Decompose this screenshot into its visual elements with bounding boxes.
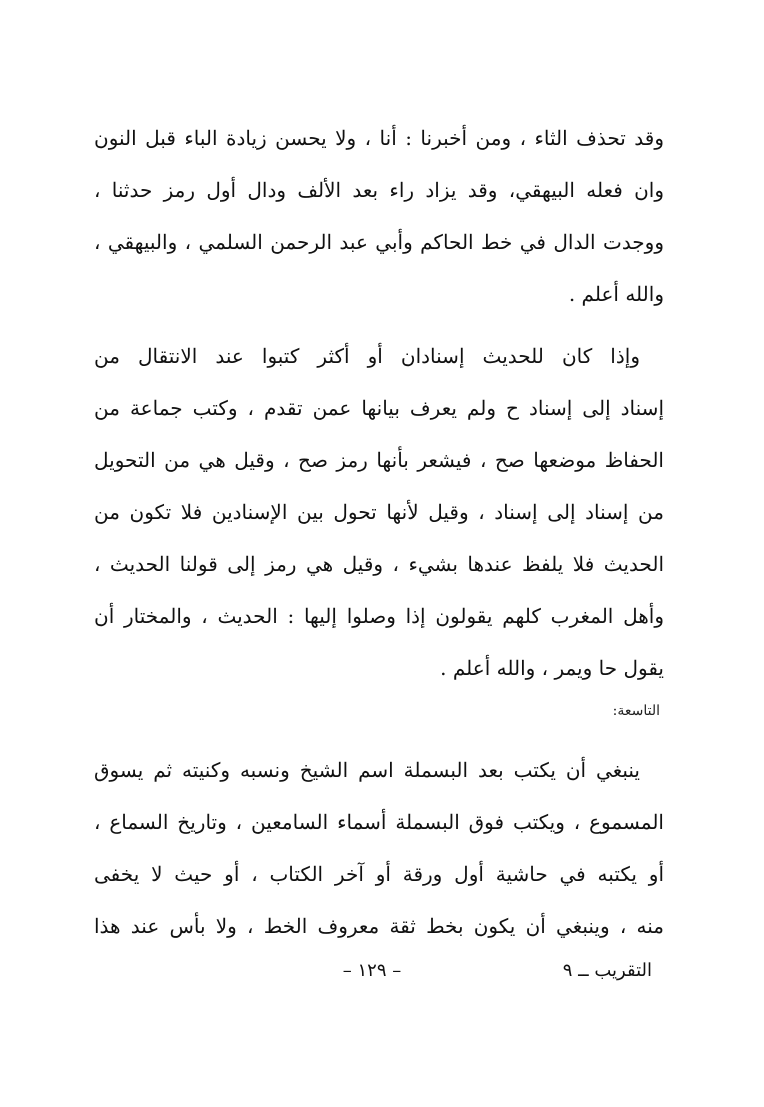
source-signature: التقريب ــ ٩	[562, 960, 652, 981]
text-line: والله أعلم .	[568, 282, 664, 306]
text-line: وان فعله البيهقي، وقد يزاد راء بعد الألف ودال أول رمز حدثنا ،	[94, 178, 664, 202]
text-line: الحديث فلا يلفظ عندها بشيء ، وقيل هي رمز إلى قولنا الحديث ،	[94, 552, 664, 576]
page-footer	[92, 956, 652, 986]
text-line: منه ، وينبغي أن يكون بخط ثقة معروف الخط ، ولا بأس عند هذا	[94, 914, 665, 938]
paragraph-2	[94, 330, 664, 694]
text-line: إسناد إلى إسناد ح ولم يعرف بيانها عمن تقدم ، وكتب جماعة من	[94, 396, 664, 420]
text-line: المسموع ، ويكتب فوق البسملة أسماء السامعين ، وتاريخ السماع ،	[94, 810, 664, 834]
paragraph-1	[94, 112, 664, 320]
text-line: ووجدت الدال في خط الحاكم وأبي عبد الرحمن السلمي ، والبيهقي ،	[94, 230, 664, 254]
text-line: أو يكتبه في حاشية أول ورقة أو آخر الكتاب ، أو حيث لا يخفى	[94, 862, 664, 886]
text-line: وأهل المغرب كلهم يقولون إذا وصلوا إليها : الحديث ، والمختار أن	[94, 604, 664, 628]
paragraph-3	[94, 744, 664, 952]
text-line: من إسناد إلى إسناد ، وقيل لأنها تحول بين الإسنادين فلا تكون من	[94, 500, 664, 524]
text-line: الحفاظ موضعها صح ، فيشعر بأنها رمز صح ، وقيل هي من التحويل	[94, 448, 664, 472]
text-line: وقد تحذف الثاء ، ومن أخبرنا : أنا ، ولا يحسن زيادة الباء قبل النون	[94, 126, 664, 150]
page-number: – ١٢٩ –	[342, 960, 402, 981]
text-line: وإذا كان للحديث إسنادان أو أكثر كتبوا عند الانتقال من	[94, 344, 640, 368]
section-heading: التاسعة:	[612, 703, 660, 719]
text-line: يقول حا ويمر ، والله أعلم .	[440, 656, 664, 680]
text-line: ينبغي أن يكتب بعد البسملة اسم الشيخ ونسبه وكنيته ثم يسوق	[94, 758, 640, 782]
